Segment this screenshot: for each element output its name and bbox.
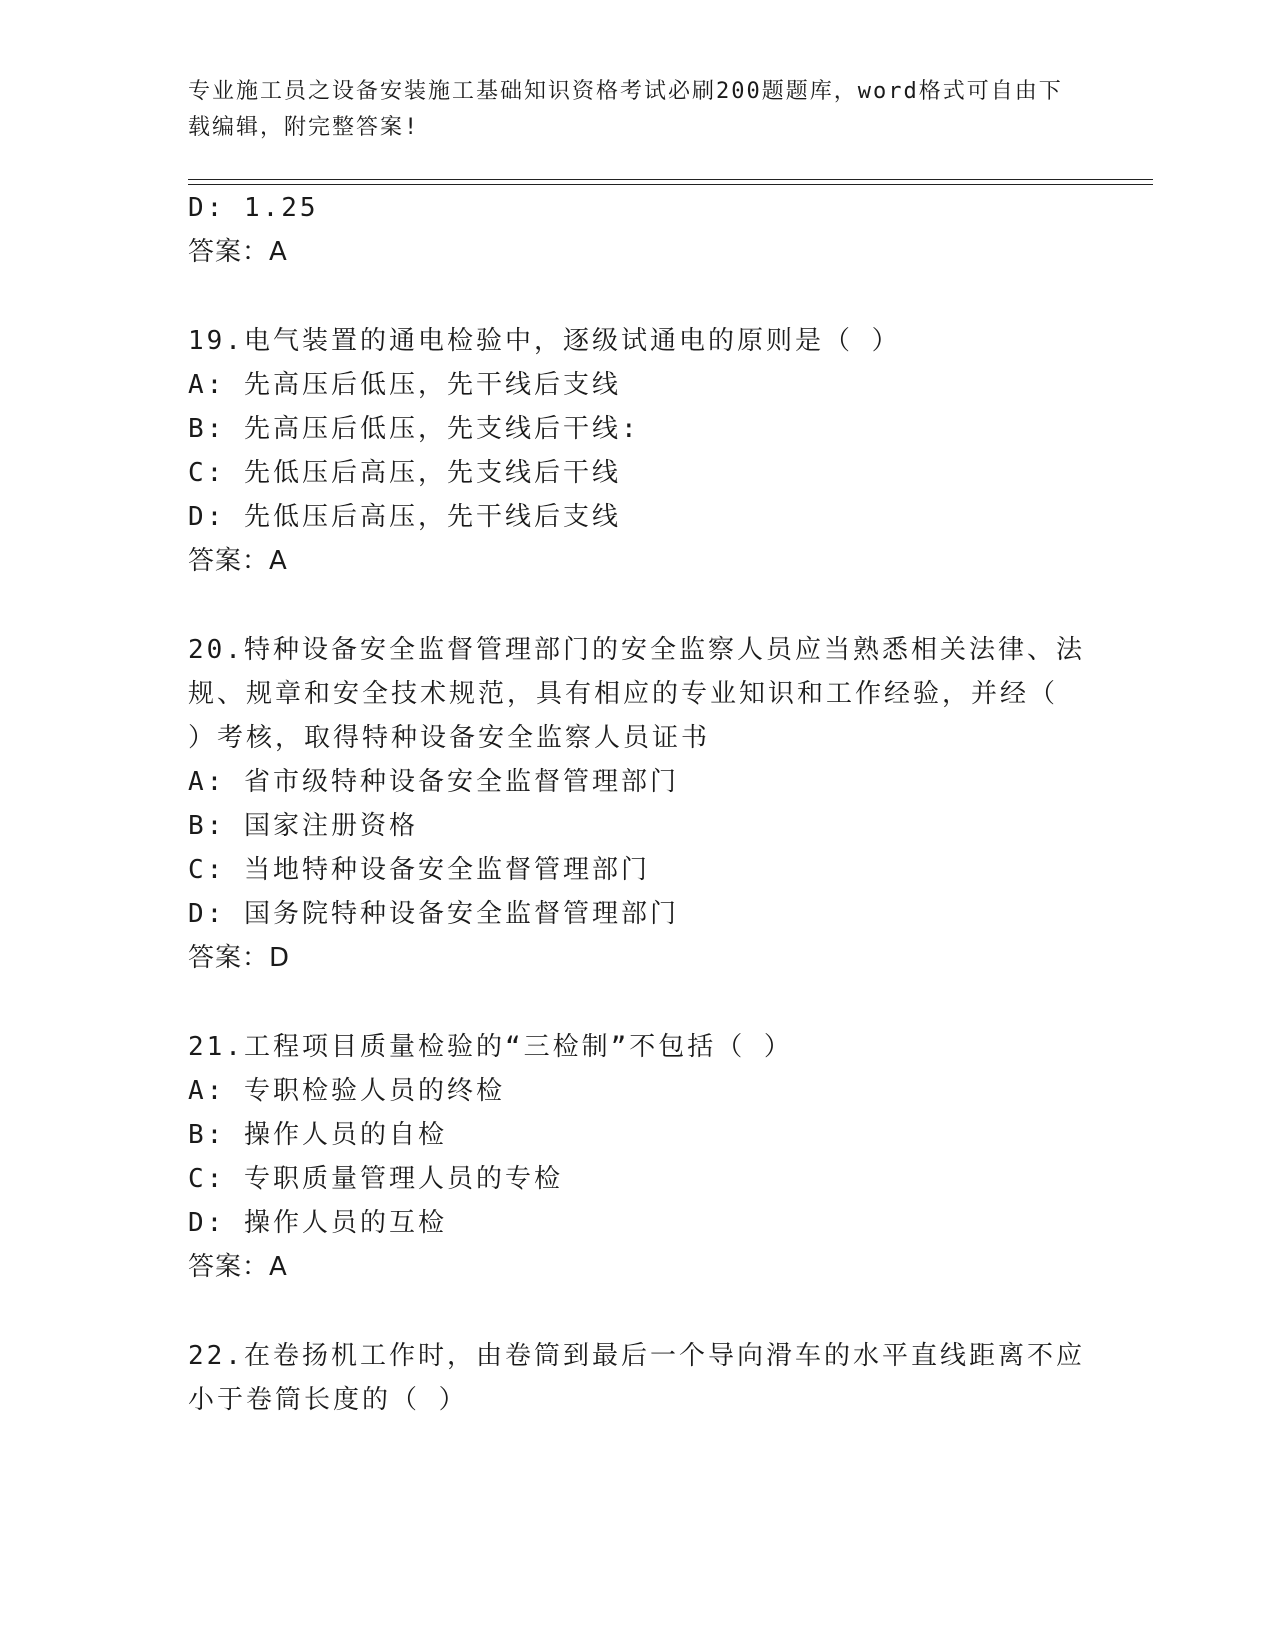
answer-line: 答案：A xyxy=(188,546,288,576)
option-line: D: 操作人员的互检 xyxy=(188,1208,447,1238)
option-line: A: 先高压后低压，先干线后支线 xyxy=(188,370,621,400)
option-line: A: 专职检验人员的终检 xyxy=(188,1076,505,1106)
option-line: D: 国务院特种设备安全监督管理部门 xyxy=(188,899,679,929)
header-rule-bottom xyxy=(188,184,1153,185)
question-20-cont: ）考核，取得特种设备安全监察人员证书 xyxy=(188,723,711,753)
option-line: C: 专职质量管理人员的专检 xyxy=(188,1164,563,1194)
option-line: A: 省市级特种设备安全监督管理部门 xyxy=(188,767,679,797)
option-line: C: 当地特种设备安全监督管理部门 xyxy=(188,855,650,885)
question-20: 20.特种设备安全监督管理部门的安全监察人员应当熟悉相关法律、法 xyxy=(188,635,1085,665)
question-19: 19.电气装置的通电检验中，逐级试通电的原则是（ ） xyxy=(188,326,901,356)
answer-line: 答案：A xyxy=(188,1252,288,1282)
answer-line: 答案：A xyxy=(188,237,288,267)
answer-line: 答案：D xyxy=(188,943,291,973)
option-line: D: 1.25 xyxy=(188,193,319,223)
option-line: B: 先高压后低压，先支线后干线: xyxy=(188,414,640,444)
option-line: B: 操作人员的自检 xyxy=(188,1120,447,1150)
question-22-cont: 小于卷筒长度的（ ） xyxy=(188,1385,468,1415)
option-line: B: 国家注册资格 xyxy=(188,811,418,841)
header-title: 专业施工员之设备安装施工基础知识资格考试必刷200题题库，word格式可自由下载编辑，附完整答案! xyxy=(188,79,1063,140)
option-line: D: 先低压后高压，先干线后支线 xyxy=(188,502,621,532)
header-rule-top xyxy=(188,179,1153,180)
question-22: 22.在卷扬机工作时，由卷筒到最后一个导向滑车的水平直线距离不应 xyxy=(188,1341,1085,1371)
question-20-cont: 规、规章和安全技术规范，具有相应的专业知识和工作经验，并经（ xyxy=(188,679,1059,709)
option-line: C: 先低压后高压，先支线后干线 xyxy=(188,458,621,488)
question-21: 21.工程项目质量检验的“三检制”不包括（ ） xyxy=(188,1032,793,1062)
document-header xyxy=(188,74,1068,146)
